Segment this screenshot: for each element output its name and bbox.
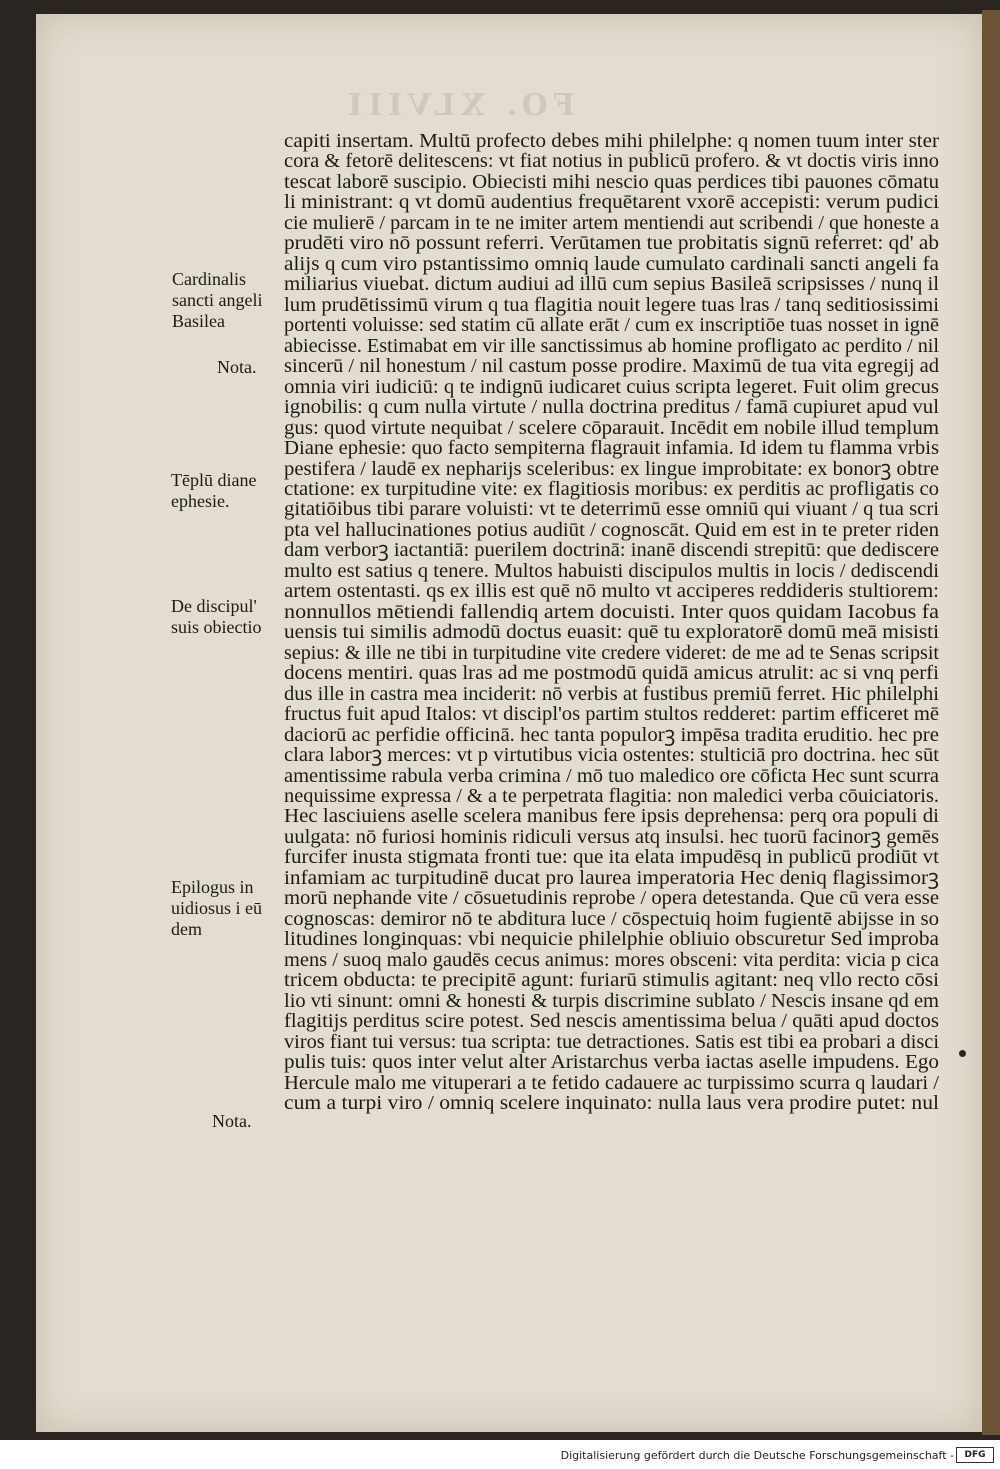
text-line: dam verborꝫ iactantiā: puerilem doctrinā: inanē discendi strepitū: que dediscere (284, 539, 939, 562)
binding-edge (982, 10, 1000, 1435)
text-line: docens mentiri. quas lras ad me postmodū quidā amicus atrulit: ac si vnq perfi (284, 662, 939, 685)
main-text-block (284, 131, 939, 1114)
text-line: artem ostentasti. qs ex illis est quē nō multo vt acciperes reddideris stultiorem: (284, 580, 939, 603)
text-line: litudines longinquas: vbi nequicie philelphie obliuio obscuretur Sed improba (284, 928, 939, 951)
text-line: gus: quod virtute nequibat / scelere cōparauit. Incēdit em nobile illud templum (284, 416, 939, 439)
text-line: flagitijs perditus scire potest. Sed nescis amentissima belua / quāti apud doctos (284, 1010, 939, 1033)
marginal-note-line: Nota. (217, 357, 257, 377)
text-line: tricem obducta: te precipitē agunt: furiarū stimulis agitant: neq vllo recto cōsi (284, 969, 939, 992)
text-line: alijs q cum viro pstantissimo omniq laude cumulato cardinali sancti angeli fa (284, 252, 939, 275)
text-line: pta vel hallucinationes potius audiūt / cognoscāt. Quid em est in te preter riden (284, 518, 939, 541)
text-line: Diane ephesie: quo facto sempiterna flagrauit infamia. Id idem tu flamma vrbis (284, 437, 939, 460)
marginal-note-line: suis obiectio (171, 617, 262, 637)
marginal-note-line: ephesie. (171, 491, 230, 511)
text-line: li ministrant: q vt domū audentius frequētarent vxorē accepisti: verum pudici (284, 191, 939, 214)
text-line: tescat laborē suscipio. Obiecisti mihi nescio quas perdices tibi pauones cōmatu (284, 170, 939, 193)
marginal-note-line: sancti angeli (172, 290, 263, 310)
text-line: prudēti viro nō possunt referri. Verūtamen tue probitatis signū referret: qd' ab (284, 232, 939, 255)
text-line: portenti voluisse: sed statim cū allate erāt / cum ex inscriptiōe tuas nosset in ignē (284, 314, 939, 337)
text-line: capiti insertam. Multū profecto debes mihi philelphe: q nomen tuum inter ster (284, 130, 939, 152)
dfg-logo-icon: DFG (956, 1447, 994, 1463)
text-line: infamiam ac turpitudinē ducat pro laurea imperatoria Hec deniq flagissimorꝫ (284, 866, 939, 889)
text-line: cum a turpi viro / omniq scelere inquinato: nulla laus vera prodire putet: nul (284, 1092, 939, 1115)
marginal-note-discipulis (171, 596, 262, 638)
text-line: multo est satius q tenere. Multos habuisti discipulos multis in locis / dediscendi (284, 559, 939, 582)
text-line: morū nephande vite / cōsuetudinis reprobe / opera detestanda. Que cū vera esse (284, 887, 939, 910)
text-line: Hec lasciuiens aselle scelera manibus fere ipsis deprehensa: perq ora populi di (284, 805, 939, 828)
marginal-note-line: dem (171, 919, 202, 939)
text-line: gitatiōibus tibi parare voluisti: vt te deterrimū esse omniū qui viuant / q tua scri (284, 498, 939, 521)
marginal-note-cardinalis (172, 269, 262, 332)
text-line: nonnullos mētiendi fallendiq artem docuisti. Inter quos quidam Iacobus fa (284, 600, 939, 623)
text-line: ctatione: ex turpitudine vite: ex flagitiosis moribus: ex perditis ac profligatis co (284, 477, 940, 500)
text-line: Hercule malo me vituperari a te fetido cadauere ac turpissimo scurra q laudari / (284, 1071, 939, 1094)
marginal-note-nota-1 (217, 357, 257, 378)
ink-spot (959, 1050, 966, 1057)
text-line: uulgata: nō furiosi hominis ridiculi versus atq insulsi. hec tuorū facinorꝫ gemēs (284, 825, 939, 848)
text-line: daciorū ac perfidie officinā. hec tanta populorꝫ impēsa tradita eruditio. hec pre (284, 723, 940, 746)
text-line: lio vti sinunt: omni & honesti & turpis discrimine sublato / Nescis insane qd em (284, 989, 939, 1012)
funding-credit: Digitalisierung gefördert durch die Deutsche Forschungsgemeinschaft - (560, 1449, 954, 1462)
text-line: omnia viri iudiciū: q te indignū iudicaret cuius scripta legeret. Fuit olim grecus (284, 375, 939, 398)
marginal-note-line: Tēplū diane (171, 470, 257, 490)
footer-bar (0, 1440, 1000, 1469)
text-line: amentissime rabula verba crimina / mō tuo maledico ore cōficta Hec sunt scurra (284, 764, 939, 787)
text-line: cie mulierē / parcam in te ne imiter artem mentiendi aut scribendi / que honeste a (284, 211, 939, 234)
marginal-note-line: Nota. (212, 1111, 252, 1131)
marginal-note-line: uidiosus i eū (171, 898, 263, 918)
text-line: sincerū / nil honestum / nil castum posse prodire. Maximū de tua vita egregij ad (284, 355, 939, 378)
text-line: pestifera / laudē ex nepharijs sceleribus: ex lingue improbitate: ex bonorꝫ obtre (284, 457, 939, 480)
text-line: abiecisse. Estimabat em vir ille sanctissimus ab homine profligato ac perdito / nil (284, 334, 939, 357)
text-line: sepius: & ille ne tibi in turpitudine vite credere videret: de me ad te Senas scripsit (284, 641, 939, 664)
marginal-note-line: De discipul' (171, 596, 257, 616)
text-line: lum prudētissimū virum q tua flagitia nouit legere tuas lras / tanq seditiosissimi (284, 293, 940, 316)
marginal-note-line: Basilea (172, 311, 225, 331)
text-line: viros fiant tui versus: tua scripta: tue detractiones. Satis est tibi ea probari a disci (284, 1030, 939, 1053)
text-line: clara laborꝫ merces: vt p virtutibus vicia ostentes: stulticiā pro doctrina. hec sūt (284, 744, 939, 767)
marginal-note-nota-2 (212, 1111, 252, 1132)
text-line: nequissime expressa / & a te perpetrata flagitia: non maledici verba cōuiciatoris. (284, 785, 939, 807)
text-line: mens / suoq malo gaudēs cecus animus: mores obsceni: vita perdita: vicia p cica (284, 948, 939, 971)
text-line: dus ille in castra mea inciderit: nō verbis at fustibus premiū ferret. Hic philelphi (284, 682, 940, 705)
marginal-note-line: Cardinalis (172, 269, 246, 289)
text-line: uensis tui similis admodū doctus euasit: quē tu exploratorē domū meā misisti (284, 621, 939, 644)
marginal-note-templu (171, 470, 256, 512)
marginal-note-line: Epilogus in (171, 877, 254, 897)
text-line: pulis tuis: quos inter velut alter Aristarchus verba iactas aselle impudens. Ego (284, 1051, 939, 1074)
text-line: miliarius viuebat. dictum audiui ad illū cum sepius Basileā scripsisses / nunq il (284, 273, 939, 296)
text-line: fructus fuit apud Italos: vt discipl'os partim stultos redderet: partim efficeret mē (284, 703, 939, 726)
bleed-through-header: FO. XLVIII (342, 88, 575, 123)
text-line: cora & fetorē delitescens: vt fiat notius in publicū profero. & vt doctis viris inno (284, 150, 939, 173)
text-line: cognoscas: demiror nō te abditura luce / cōspectuiq hoim fugientē abijsse in so (284, 907, 939, 930)
text-line: furcifer inusta stigmata fronti tue: que ita elata impudēsq in publicū prodiūt vt (284, 846, 939, 869)
marginal-note-epilogus (171, 877, 262, 940)
text-line: ignobilis: q cum nulla virtute / nulla doctrina preditus / famā cupiuret apud vul (284, 396, 939, 419)
